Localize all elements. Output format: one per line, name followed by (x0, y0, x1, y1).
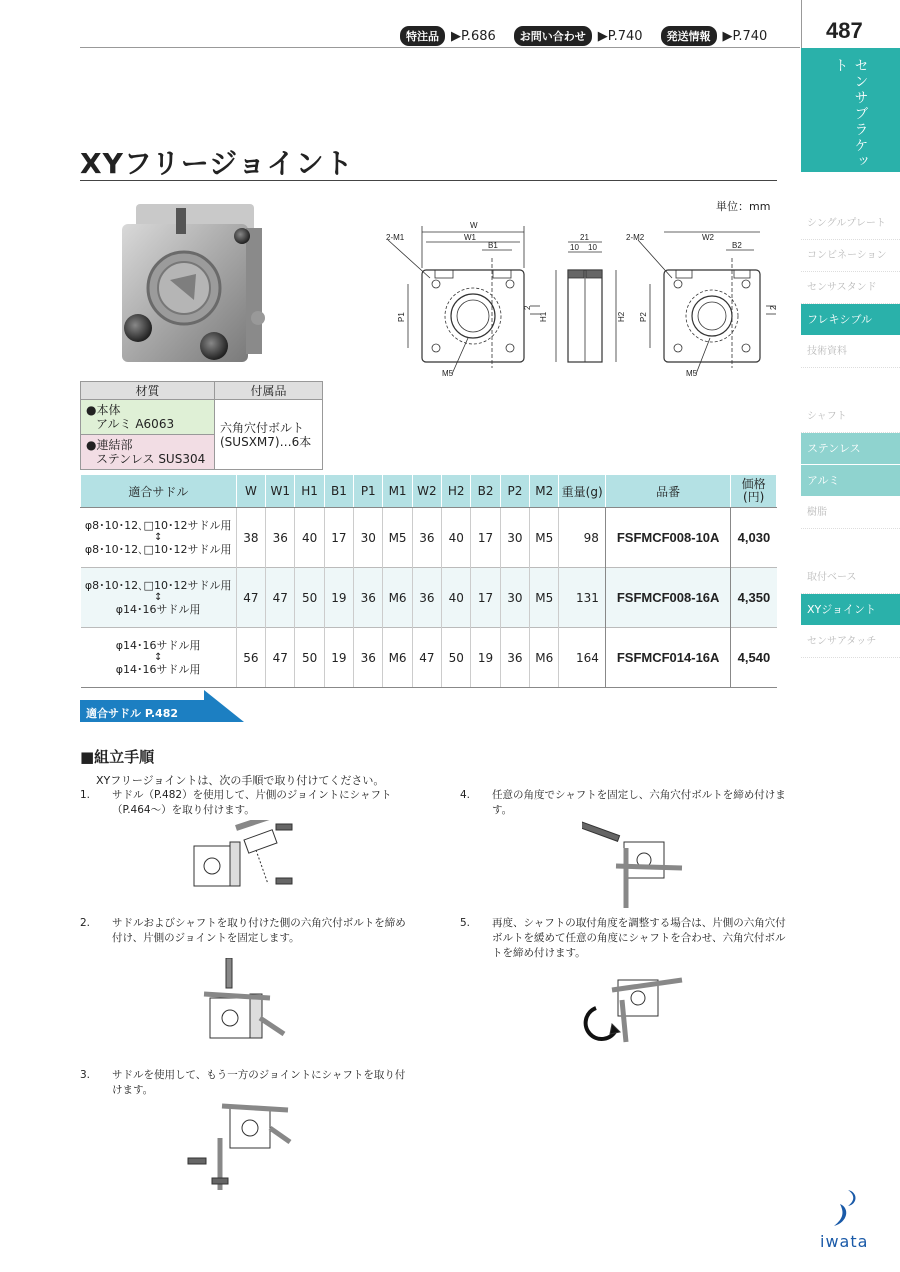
title-underline (80, 180, 777, 181)
sidebar-item-single-plate[interactable]: シングルプレート (801, 208, 900, 240)
sidebar-item-resin[interactable]: 樹脂 (801, 497, 900, 529)
saddle-from: φ8･10･12､□10･12サドル用 (84, 579, 232, 592)
cell-weight: 131 (559, 568, 606, 628)
col-b1: B1 (324, 475, 353, 508)
product-photo (108, 200, 278, 372)
col-w1: W1 (266, 475, 295, 508)
sidebar-item-combination[interactable]: コンビネーション (801, 240, 900, 272)
cell-w: 38 (236, 508, 265, 568)
sidebar-item-sensor-stand[interactable]: センサスタンド (801, 272, 900, 304)
assembly-step-5 (460, 916, 786, 961)
dim-w1: W1 (464, 233, 476, 242)
saddle-cell (81, 568, 237, 628)
front-view-1 (388, 226, 540, 374)
spec-header-row (81, 475, 777, 508)
dim-h2: H2 (617, 311, 626, 322)
assembly-step-1 (80, 788, 406, 818)
material-joint-cell (81, 435, 215, 470)
cell-p1: 36 (354, 568, 383, 628)
dim-2a: 2 (523, 305, 532, 310)
sidebar-group-3 (801, 562, 900, 658)
updown-arrow-icon: ↕ (153, 532, 163, 543)
cell-w: 56 (236, 628, 265, 688)
cell-m2: M5 (530, 508, 559, 568)
col-price-unit: (円) (742, 490, 765, 504)
cell-h2: 50 (442, 628, 471, 688)
step-text: サドル（P.482）を使用して、片側のジョイントにシャフト（P.464～）を取り付けます。 (112, 789, 392, 816)
col-p1: P1 (354, 475, 383, 508)
cell-m2: M6 (530, 628, 559, 688)
cell-m1: M6 (383, 568, 412, 628)
col-w: W (236, 475, 265, 508)
col-price-label: 価格 (741, 477, 766, 491)
inquiry-page-link[interactable]: ▶P.740 (597, 28, 643, 44)
assembly-heading: ■組立手順 (80, 748, 155, 766)
cell-b1: 19 (324, 628, 353, 688)
cell-price: 4,030 (731, 508, 777, 568)
dim-21: 21 (580, 233, 589, 242)
cell-h1: 40 (295, 508, 324, 568)
inquiry-badge: お問い合わせ (514, 26, 592, 46)
cell-w2: 36 (412, 568, 441, 628)
unit-note: 単位：mm (716, 200, 771, 213)
category-tab[interactable] (801, 48, 900, 172)
saddle-to: φ14･16サドル用 (115, 603, 201, 616)
cell-b2: 17 (471, 568, 500, 628)
cell-weight: 164 (559, 628, 606, 688)
special-order-page-link[interactable]: ▶P.686 (451, 28, 496, 44)
col-weight: 重量(g) (559, 475, 606, 508)
saddle-cell (81, 508, 237, 568)
step-text: 再度、シャフトの取付角度を調整する場合は、片側の六角穴付ボルトを緩めて任意の角度にシャフトを合わせ、六角穴付ボルトを締め付けます。 (492, 917, 786, 959)
col-p2: P2 (500, 475, 529, 508)
step-3-illustration (184, 1098, 294, 1194)
cell-p1: 30 (354, 508, 383, 568)
col-saddle: 適合サドル (81, 475, 237, 508)
col-part-number: 品番 (605, 475, 730, 508)
cell-b2: 17 (471, 508, 500, 568)
spec-table (80, 474, 777, 688)
dim-m5b: M5 (686, 369, 698, 378)
iwata-logo-text: iwata (820, 1232, 869, 1251)
sidebar-item-mounting-base[interactable]: 取付ベース (801, 562, 900, 594)
col-b2: B2 (471, 475, 500, 508)
table-row (81, 628, 777, 688)
cell-w: 47 (236, 568, 265, 628)
dim-m1: 2-M1 (386, 233, 405, 242)
assembly-step-2 (80, 916, 406, 946)
dim-m5a: M5 (442, 369, 454, 378)
cell-w1: 47 (266, 628, 295, 688)
step-number: 3. (80, 1069, 91, 1081)
saddle-from: φ8･10･12､□10･12サドル用 (84, 519, 232, 532)
sidebar-item-shaft[interactable]: シャフト (801, 401, 900, 433)
dim-w: W (470, 221, 478, 230)
shipping-page-link[interactable]: ▶P.740 (722, 28, 768, 44)
dim-h1: H1 (539, 311, 548, 322)
col-m2: M2 (530, 475, 559, 508)
cell-price: 4,540 (731, 628, 777, 688)
col-m1: M1 (383, 475, 412, 508)
sidebar-group-1 (801, 208, 900, 368)
saddle-cell (81, 628, 237, 688)
cell-h1: 50 (295, 628, 324, 688)
step-1-illustration (186, 820, 296, 900)
dim-p1: P1 (397, 312, 406, 322)
accessory-cell (215, 400, 323, 470)
cell-b2: 19 (471, 628, 500, 688)
header-vertical-divider (801, 0, 802, 48)
cell-h2: 40 (442, 568, 471, 628)
cell-part-number: FSFMCF014-16A (605, 628, 730, 688)
material-table (80, 381, 323, 470)
accessory-line-2: (SUSXM7)…6本 (220, 434, 312, 449)
step-4-illustration (582, 818, 692, 910)
step-5-illustration (582, 960, 692, 1046)
step-number: 1. (80, 789, 91, 801)
sidebar-item-sensor-attach[interactable]: センサアタッチ (801, 626, 900, 658)
cell-m1: M5 (383, 508, 412, 568)
accessory-header: 付属品 (215, 382, 323, 400)
material-body-cell (81, 400, 215, 435)
dim-b1: B1 (488, 241, 498, 250)
technical-drawing (380, 218, 780, 380)
iwata-logo-mark (820, 1188, 864, 1232)
cell-p2: 30 (500, 508, 529, 568)
cell-p1: 36 (354, 628, 383, 688)
dim-10a: 10 (570, 243, 579, 252)
material-joint-label: ●連結部 (86, 438, 133, 452)
cell-b1: 19 (324, 568, 353, 628)
special-order-badge: 特注品 (400, 26, 445, 46)
saddle-to: φ8･10･12､□10･12サドル用 (84, 543, 232, 556)
cell-p2: 30 (500, 568, 529, 628)
table-row (81, 568, 777, 628)
cell-p2: 36 (500, 628, 529, 688)
reference-links (400, 26, 779, 46)
header-divider (80, 47, 800, 48)
cell-m1: M6 (383, 628, 412, 688)
step-text: 任意の角度でシャフトを固定し、六角穴付ボルトを締め付けます。 (492, 789, 786, 816)
assembly-step-4 (460, 788, 786, 818)
cell-h1: 50 (295, 568, 324, 628)
dim-p2: P2 (639, 312, 648, 322)
step-text: サドルを使用して、もう一方のジョイントにシャフトを取り付けます。 (112, 1069, 406, 1096)
dim-w2: W2 (702, 233, 714, 242)
cell-w2: 47 (412, 628, 441, 688)
cell-h2: 40 (442, 508, 471, 568)
sidebar-item-xy-joint[interactable]: XYジョイント (801, 594, 900, 626)
step-number: 5. (460, 917, 471, 929)
side-view (556, 242, 616, 362)
table-row (81, 508, 777, 568)
updown-arrow-icon: ↕ (153, 652, 163, 663)
cell-w1: 36 (266, 508, 295, 568)
updown-arrow-icon: ↕ (153, 592, 163, 603)
category-label: センサブラケット (832, 58, 869, 170)
col-price (731, 475, 777, 508)
assembly-step-3 (80, 1068, 406, 1098)
cell-part-number: FSFMCF008-16A (605, 568, 730, 628)
page-title: XYフリージョイント (80, 147, 354, 180)
dim-2b: 2 (769, 305, 778, 310)
step-number: 2. (80, 917, 91, 929)
dim-m2: 2-M2 (626, 233, 645, 242)
material-body-label: ●本体 (86, 403, 121, 417)
assembly-intro: XYフリージョイントは、次の手順で取り付けてください。 (96, 774, 385, 787)
dim-b2: B2 (732, 241, 742, 250)
saddle-reference-link[interactable]: 適合サドル P.482 (86, 707, 179, 720)
cell-b1: 17 (324, 508, 353, 568)
cell-w1: 47 (266, 568, 295, 628)
step-2-illustration (200, 958, 290, 1048)
sidebar-item-flexible[interactable]: フレキシブル (801, 304, 900, 336)
front-view-2 (638, 232, 776, 374)
step-number: 4. (460, 789, 471, 801)
material-body-value: アルミ A6063 (96, 417, 175, 431)
page-number: 487 (826, 18, 863, 43)
sidebar-item-technical-data[interactable]: 技術資料 (801, 336, 900, 368)
cell-weight: 98 (559, 508, 606, 568)
material-joint-value: ステンレス SUS304 (96, 452, 206, 466)
cell-m2: M5 (530, 568, 559, 628)
accessory-line-1: 六角穴付ボルト (220, 420, 305, 435)
saddle-to: φ14･16サドル用 (115, 663, 201, 676)
dim-10b: 10 (588, 243, 597, 252)
step-text: サドルおよびシャフトを取り付けた側の六角穴付ボルトを締め付け、片側のジョイントを固定します。 (112, 917, 406, 944)
sidebar-group-2 (801, 401, 900, 529)
material-header: 材質 (81, 382, 215, 400)
col-h1: H1 (295, 475, 324, 508)
shipping-badge: 発送情報 (661, 26, 717, 46)
saddle-from: φ14･16サドル用 (115, 639, 201, 652)
sidebar-item-aluminum[interactable]: アルミ (801, 465, 900, 497)
sidebar-item-stainless[interactable]: ステンレス (801, 433, 900, 465)
cell-part-number: FSFMCF008-10A (605, 508, 730, 568)
col-w2: W2 (412, 475, 441, 508)
cell-price: 4,350 (731, 568, 777, 628)
cell-w2: 36 (412, 508, 441, 568)
col-h2: H2 (442, 475, 471, 508)
